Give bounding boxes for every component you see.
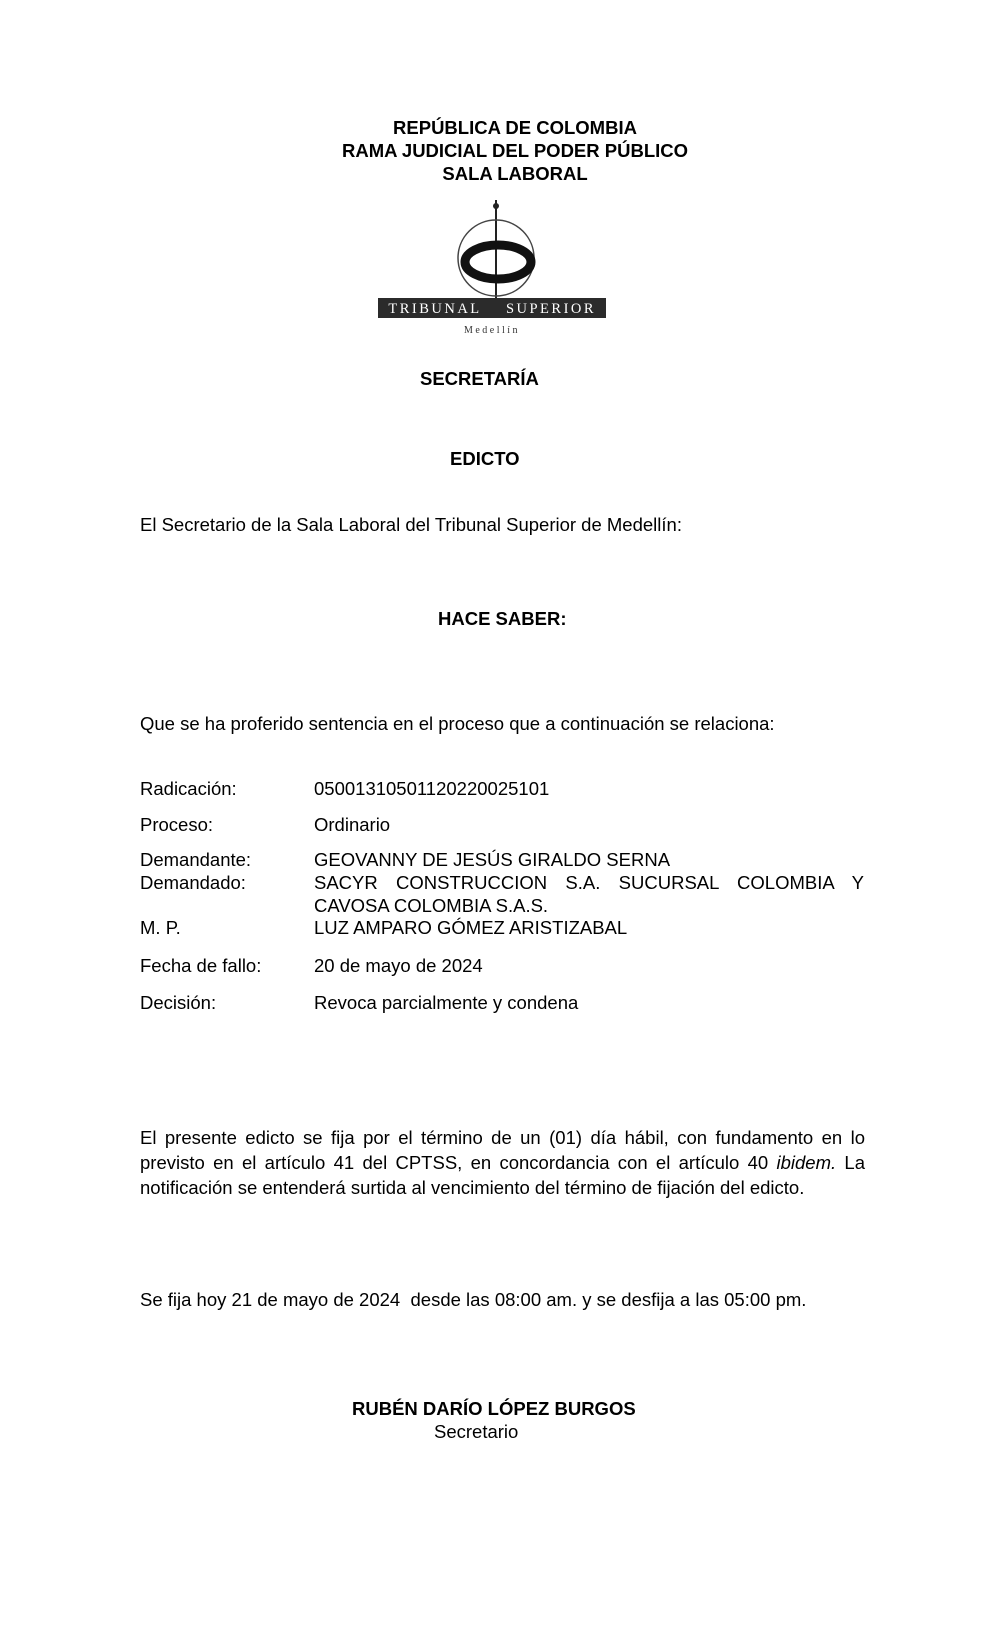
demandante-label: Demandante: [140,849,252,870]
fijacion-text-part1: El presente edicto se fija por el término de un (01) día hábil, con fundamento en lo previsto en el artículo 41 del CPTSS, en concordancia con el artículo 40 [140,1127,865,1173]
hace-saber-title: HACE SABER: [438,608,567,629]
fecha-value: 20 de mayo de 2024 [314,955,483,976]
mp-value: LUZ AMPARO GÓMEZ ARISTIZABAL [314,917,628,938]
proceso-value: Ordinario [314,814,391,835]
decision-value: Revoca parcialmente y condena [314,992,579,1013]
fijacion-paragraph [140,1125,865,1200]
fijacion-text-ibidem: ibidem. [776,1152,837,1173]
radicacion-label: Radicación: [140,778,237,799]
demandante-value: GEOVANNY DE JESÚS GIRALDO SERNA [314,849,671,870]
intro-text: El Secretario de la Sala Laboral del Tribunal Superior de Medellín: [140,514,682,535]
secretaria-title: SECRETARÍA [420,368,539,389]
signature-title: Secretario [434,1421,519,1442]
logo-text-superior: SUPERIOR [505,301,597,317]
que-se-text: Que se ha proferido sentencia en el proceso que a continuación se relaciona: [140,713,775,734]
tribunal-emblem-icon [375,200,625,345]
se-fija-text: Se fija hoy 21 de mayo de 2024 desde las 08:00 am. y se desfija a las 05:00 pm. [140,1289,807,1310]
decision-label: Decisión: [140,992,217,1013]
edicto-title: EDICTO [450,448,520,469]
signature-name: RUBÉN DARÍO LÓPEZ BURGOS [352,1398,636,1419]
header-sala-laboral: SALA LABORAL [442,163,588,184]
tribunal-superior-logo [375,200,625,345]
header-rama-judicial: RAMA JUDICIAL DEL PODER PÚBLICO [341,140,689,161]
demandado-label: Demandado: [140,872,246,893]
fijacion-text-part2: La notificación se entenderá surtida al vencimiento del término de fijación del edicto. [140,1152,866,1198]
header-republica: REPÚBLICA DE COLOMBIA [393,117,637,138]
radicacion-value: 05001310501120220025101 [314,778,550,799]
demandado-value-line1: SACYR CONSTRUCCION S.A. SUCURSAL COLOMBIA Y [314,872,864,893]
demandado-value-line2: CAVOSA COLOMBIA S.A.S. [314,895,549,916]
logo-text-tribunal: TRIBUNAL [388,301,482,317]
mp-label: M. P. [140,917,181,938]
proceso-label: Proceso: [140,814,214,835]
logo-text-medellin: Medellín [463,325,521,336]
fecha-label: Fecha de fallo: [140,955,262,976]
